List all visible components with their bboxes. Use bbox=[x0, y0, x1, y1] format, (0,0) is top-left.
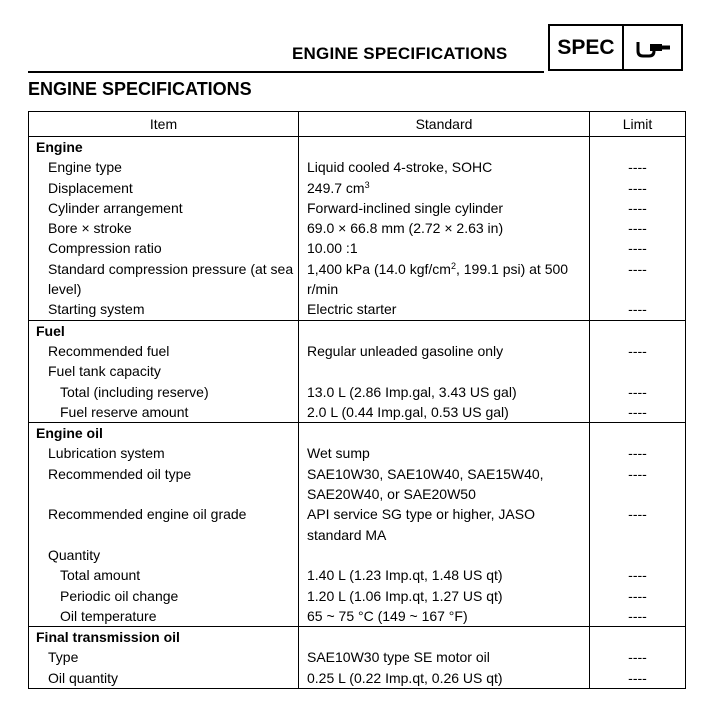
spec-standard-superscript: 3 bbox=[364, 179, 370, 190]
table-row bbox=[29, 178, 686, 198]
section-header-row bbox=[29, 137, 686, 158]
spec-limit: ---- bbox=[590, 606, 686, 627]
spec-item: Fuel tank capacity bbox=[29, 361, 299, 381]
spec-standard bbox=[299, 565, 590, 585]
section-standard-empty bbox=[299, 423, 590, 444]
spec-standard bbox=[299, 606, 590, 627]
spec-item: Quantity bbox=[29, 545, 299, 565]
table-row bbox=[29, 464, 686, 505]
section-limit-empty bbox=[590, 320, 686, 341]
column-header-limit: Limit bbox=[590, 112, 686, 137]
spec-item: Oil quantity bbox=[29, 668, 299, 689]
spec-limit: ---- bbox=[590, 402, 686, 423]
spec-item: Type bbox=[29, 647, 299, 667]
spec-standard bbox=[299, 402, 590, 423]
table-row bbox=[29, 586, 686, 606]
spec-item: Fuel reserve amount bbox=[29, 402, 299, 423]
section-standard-empty bbox=[299, 627, 590, 648]
spec-standard bbox=[299, 382, 590, 402]
section-title: Engine bbox=[29, 137, 299, 158]
spec-item: Compression ratio bbox=[29, 238, 299, 258]
spec-item: Engine type bbox=[29, 157, 299, 177]
spec-limit: ---- bbox=[590, 668, 686, 689]
spec-item: Standard compression pressure (at sea level) bbox=[29, 259, 299, 300]
spec-limit: ---- bbox=[590, 382, 686, 402]
spec-limit: ---- bbox=[590, 647, 686, 667]
spec-limit: ---- bbox=[590, 565, 686, 585]
spec-item: Bore × stroke bbox=[29, 218, 299, 238]
table-row bbox=[29, 259, 686, 300]
spec-limit: ---- bbox=[590, 586, 686, 606]
spec-badge-label: SPEC bbox=[550, 26, 624, 69]
page-title: ENGINE SPECIFICATIONS bbox=[28, 79, 252, 99]
table-row bbox=[29, 198, 686, 218]
column-header-standard: Standard bbox=[299, 112, 590, 137]
spec-item: Recommended engine oil grade bbox=[29, 504, 299, 545]
spec-item: Oil temperature bbox=[29, 606, 299, 627]
section-limit-empty bbox=[590, 423, 686, 444]
spec-limit: ---- bbox=[590, 464, 686, 505]
spec-standard-text: 2.0 L (0.44 Imp.gal, 0.53 US gal) bbox=[307, 403, 509, 420]
spec-standard bbox=[299, 647, 590, 667]
spec-standard-text: 69.0 × 66.8 mm (2.72 × 2.63 in) bbox=[307, 220, 504, 237]
spec-standard bbox=[299, 238, 590, 258]
spec-limit bbox=[590, 361, 686, 381]
spec-standard-text: 0.25 L (0.22 Imp.qt, 0.26 US qt) bbox=[307, 669, 503, 686]
spec-limit bbox=[590, 545, 686, 565]
spec-item: Displacement bbox=[29, 178, 299, 198]
spec-standard-text: Electric starter bbox=[307, 301, 397, 318]
section-header-row bbox=[29, 423, 686, 444]
spec-standard bbox=[299, 545, 590, 565]
section-header-row bbox=[29, 320, 686, 341]
spec-standard bbox=[299, 178, 590, 198]
spec-standard bbox=[299, 361, 590, 381]
spec-standard bbox=[299, 668, 590, 689]
table-row bbox=[29, 341, 686, 361]
spec-limit: ---- bbox=[590, 299, 686, 320]
spec-item: Lubrication system bbox=[29, 443, 299, 463]
spec-standard bbox=[299, 586, 590, 606]
table-body bbox=[29, 137, 686, 689]
spec-limit: ---- bbox=[590, 178, 686, 198]
section-header-row bbox=[29, 627, 686, 648]
table-row bbox=[29, 382, 686, 402]
table-row bbox=[29, 157, 686, 177]
section-title: Final transmission oil bbox=[29, 627, 299, 648]
spec-standard-part: , 199.1 psi) at 500 r/min bbox=[307, 260, 569, 298]
spec-limit: ---- bbox=[590, 504, 686, 545]
table-row bbox=[29, 238, 686, 258]
spec-standard-text: API service SG type or higher, JASO standard MA bbox=[307, 506, 535, 543]
table-row bbox=[29, 443, 686, 463]
spec-standard-text: SAE10W30 type SE motor oil bbox=[307, 649, 490, 666]
spec-standard bbox=[299, 157, 590, 177]
spec-standard-part: 1,400 kPa (14.0 kgf/cm bbox=[307, 260, 451, 277]
spec-item: Starting system bbox=[29, 299, 299, 320]
spec-standard-text: 1.40 L (1.23 Imp.qt, 1.48 US qt) bbox=[307, 567, 503, 584]
section-limit-empty bbox=[590, 627, 686, 648]
spec-standard-text: 13.0 L (2.86 Imp.gal, 3.43 US gal) bbox=[307, 383, 517, 400]
header-rule bbox=[28, 71, 544, 73]
spec-standard bbox=[299, 218, 590, 238]
table-row bbox=[29, 606, 686, 627]
table-row bbox=[29, 647, 686, 667]
table-row bbox=[29, 668, 686, 689]
spec-limit: ---- bbox=[590, 443, 686, 463]
table-row bbox=[29, 504, 686, 545]
spec-standard-text: Regular unleaded gasoline only bbox=[307, 342, 504, 359]
header-title: ENGINE SPECIFICATIONS bbox=[292, 44, 508, 63]
spec-standard-text: SAE10W30, SAE10W40, SAE15W40, SAE20W40, or SAE20W50 bbox=[307, 465, 544, 503]
spec-standard bbox=[299, 464, 590, 505]
table-row bbox=[29, 402, 686, 423]
spec-standard bbox=[299, 299, 590, 320]
spec-limit: ---- bbox=[590, 238, 686, 258]
spec-standard-text: Liquid cooled 4-stroke, SOHC bbox=[307, 159, 493, 176]
spec-standard-text: Wet sump bbox=[307, 445, 370, 462]
spec-limit: ---- bbox=[590, 157, 686, 177]
spec-item: Total amount bbox=[29, 565, 299, 585]
table-row bbox=[29, 545, 686, 565]
section-standard-empty bbox=[299, 137, 590, 158]
spec-item: Cylinder arrangement bbox=[29, 198, 299, 218]
spec-standard bbox=[299, 198, 590, 218]
spec-standard bbox=[299, 443, 590, 463]
spec-standard-superscript: 2 bbox=[450, 260, 456, 271]
spec-standard bbox=[299, 504, 590, 545]
spec-standard-text: 65 ~ 75 °C (149 ~ 167 °F) bbox=[307, 607, 468, 624]
spec-limit: ---- bbox=[590, 198, 686, 218]
table-row bbox=[29, 565, 686, 585]
section-title: Fuel bbox=[29, 320, 299, 341]
spec-limit: ---- bbox=[590, 218, 686, 238]
spec-item: Total (including reserve) bbox=[29, 382, 299, 402]
section-limit-empty bbox=[590, 137, 686, 158]
section-standard-empty bbox=[299, 320, 590, 341]
spec-badge bbox=[548, 24, 683, 71]
spec-standard-text: 249.7 cm bbox=[307, 179, 365, 196]
spec-item: Recommended fuel bbox=[29, 341, 299, 361]
table-header-row bbox=[29, 112, 686, 137]
spec-standard-text: 1.20 L (1.06 Imp.qt, 1.27 US qt) bbox=[307, 587, 503, 604]
table-row bbox=[29, 218, 686, 238]
spec-item: Periodic oil change bbox=[29, 586, 299, 606]
micrometer-icon bbox=[633, 37, 673, 59]
spec-limit: ---- bbox=[590, 259, 686, 300]
spec-standard bbox=[299, 341, 590, 361]
engine-spec-table bbox=[28, 111, 686, 689]
table-row bbox=[29, 361, 686, 381]
column-header-item: Item bbox=[29, 112, 299, 137]
spec-item: Recommended oil type bbox=[29, 464, 299, 505]
section-title: Engine oil bbox=[29, 423, 299, 444]
spec-standard bbox=[299, 259, 590, 300]
spec-standard-text: 10.00 :1 bbox=[307, 240, 358, 257]
spec-limit: ---- bbox=[590, 341, 686, 361]
table-row bbox=[29, 299, 686, 320]
spec-icon-cell bbox=[624, 26, 681, 69]
spec-standard-text: Forward-inclined single cylinder bbox=[307, 199, 504, 216]
